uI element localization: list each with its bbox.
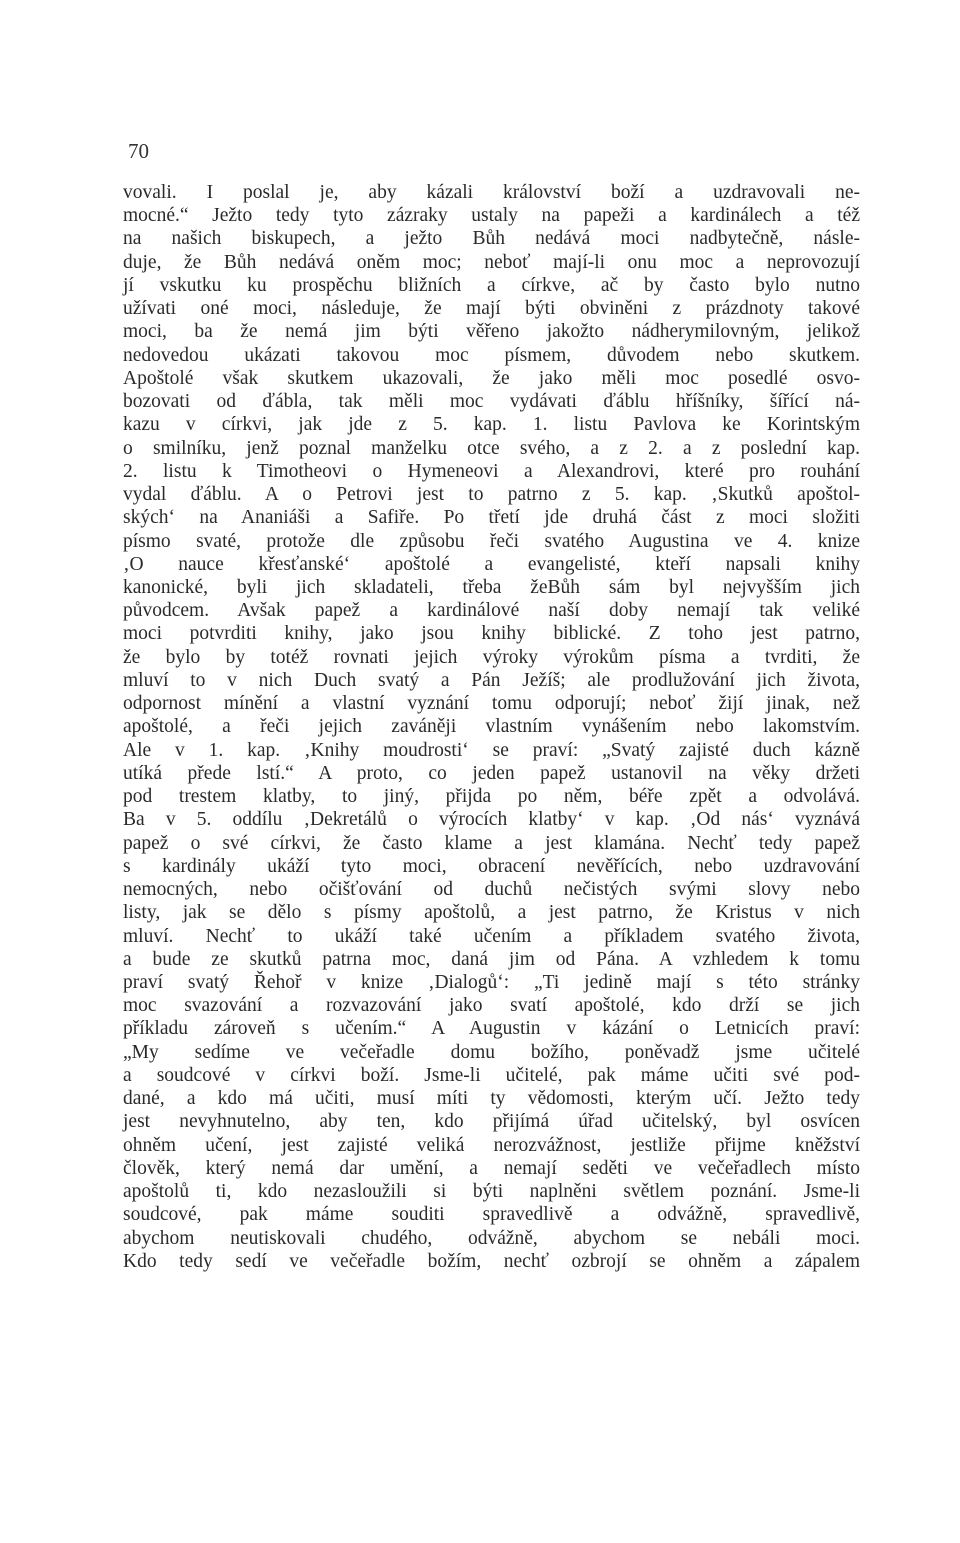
text-line: Ba v 5. oddílu ‚Dekretálů o výrocích klatby‘ v kap. ‚Od nás‘ vyznává xyxy=(123,809,860,831)
text-line: papež o své církvi, že často klame a jest klamána. Nechť tedy papež xyxy=(123,832,860,854)
text-line: „My sedíme ve večeřadle domu božího, poněvadž jsme učitelé xyxy=(123,1041,860,1063)
text-line: ‚O nauce křesťanské‘ apoštolé a evangelisté, kteří napsali knihy xyxy=(123,553,860,575)
text-line: abychom neutiskovali chudého, odvážně, abychom se nebáli moci. xyxy=(123,1227,860,1249)
text-line: o smilníku, jenž poznal manželku otce svého, a z 2. a z poslední kap. xyxy=(123,437,860,459)
text-line: člověk, který nemá dar umění, a nemají seděti ve večeřadlech místo xyxy=(123,1157,860,1179)
text-line: že bylo by totéž rovnati jejich výroky výrokům písma a tvrditi, že xyxy=(123,646,860,668)
text-line: kazu v církvi, jak jde z 5. kap. 1. listu Pavlova ke Korintským xyxy=(123,414,860,436)
text-line: soudcové, pak máme souditi spravedlivě a odvážně, spravedlivě, xyxy=(123,1204,860,1226)
text-line: s kardinály ukáží tyto moci, obracení nevěřících, nebo uzdravování xyxy=(123,855,860,877)
text-line: 2. listu k Timotheovi o Hymeneovi a Alexandrovi, které pro rouhání xyxy=(123,460,860,482)
text-line: dané, a kdo má učiti, musí míti ty vědomosti, kterým učí. Ježto tedy xyxy=(123,1088,860,1110)
page-number: 70 xyxy=(128,139,149,163)
text-line: jest nevyhnutelno, aby ten, kdo přijímá úřad učitelský, byl osvícen xyxy=(123,1111,860,1133)
text-line: mluví to v nich Duch svatý a Pán Ježíš; ale prodlužování jich života, xyxy=(123,669,860,691)
text-line: vydal ďáblu. A o Petrovi jest to patrno z 5. kap. ‚Skutků apoštol- xyxy=(123,484,860,506)
text-line: duje, že Bůh nedává oněm moc; neboť mají-li onu moc a neprovozují xyxy=(123,251,860,273)
text-line: ských‘ na Ananiáši a Safiře. Po třetí jde druhá část z moci složiti xyxy=(123,507,860,529)
text-line: moci potvrditi knihy, jako jsou knihy biblické. Z toho jest patrno, xyxy=(123,623,860,645)
text-line: vovali. I poslal je, aby kázali království boží a uzdravovali ne- xyxy=(123,182,860,203)
text-line: Kdo tedy sedí ve večeřadle božím, nechť ozbrojí se ohněm a zápalem xyxy=(123,1250,860,1272)
text-line: apoštolé, a řeči jejich zaváněji vlastním vynášením nebo lakomstvím. xyxy=(123,716,860,738)
text-line: užívati oné moci, následuje, že mají býti obviněni z prázdnoty takové xyxy=(123,298,860,320)
text-line: nedovedou ukázati takovou moc písmem, důvodem nebo skutkem. xyxy=(123,344,860,366)
text-line: bozovati od ďábla, tak měli moc vydávati ďáblu hříšníky, šířící ná- xyxy=(123,391,860,413)
text-line: na našich biskupech, a ježto Bůh nedává moci nadbytečně, násle- xyxy=(123,228,860,250)
text-line: Apoštolé však skutkem ukazovali, že jako měli moc posedlé osvo- xyxy=(123,367,860,389)
text-line: utíká přede lstí.“ A proto, co jeden papež ustanovil na věky držeti xyxy=(123,762,860,784)
text-line: odpornost mínění a vlastní vyznání tomu odporují; neboť žijí jinak, než xyxy=(123,693,860,715)
text-line: moc svazování a rozvazování jako svatí apoštolé, kdo drží se jich xyxy=(123,995,860,1017)
text-line: kanonické, byli jich skladateli, třeba žeBůh sám byl nejvyšším jich xyxy=(123,576,860,598)
text-line: moci, ba že nemá jim býti věřeno jakožto nádherymilovným, jelikož xyxy=(123,321,860,343)
text-line: písmo svaté, protože dle způsobu řeči svatého Augustina ve 4. knize xyxy=(123,530,860,552)
text-line: a soudcové v církvi boží. Jsme-li učitelé, pak máme učiti své pod- xyxy=(123,1064,860,1086)
text-line: jí vskutku ku prospěchu bližních a církve, ač by často bylo nutno xyxy=(123,274,860,296)
text-line: listy, jak se dělo s písmy apoštolů, a jest patrno, že Kristus v nich xyxy=(123,902,860,924)
text-line: příkladu zároveň s učením.“ A Augustin v kázání o Letnicích praví: xyxy=(123,1018,860,1040)
text-line: a bude ze skutků patrna moc, daná jim od Pána. A vzhledem k tomu xyxy=(123,948,860,970)
text-line: původcem. Avšak papež a kardinálové naší doby nemají tak veliké xyxy=(123,600,860,622)
text-line: Ale v 1. kap. ‚Knihy moudrosti‘ se praví: „Svatý zajisté duch kázně xyxy=(123,739,860,761)
text-line: mluví. Nechť to ukáží také učením a příkladem svatého života, xyxy=(123,925,860,947)
text-line: nemocných, nebo očišťování od duchů nečistých svými slovy nebo xyxy=(123,879,860,901)
body-text xyxy=(123,181,860,1273)
text-line: ohněm učení, jest zajisté veliká nerozvážnost, jestliže přijme kněžství xyxy=(123,1134,860,1156)
text-line: pod trestem klatby, to jiný, přijda po něm, béře zpět a odvolává. xyxy=(123,786,860,808)
text-line: praví svatý Řehoř v knize ‚Dialogů‘: „Ti jedině mají s této stránky xyxy=(123,971,860,993)
text-line: apoštolů ti, kdo nezasloužili si býti naplněni světlem poznání. Jsme-li xyxy=(123,1181,860,1203)
text-line: mocné.“ Ježto tedy tyto zázraky ustaly na papeži a kardinálech a též xyxy=(123,205,860,227)
